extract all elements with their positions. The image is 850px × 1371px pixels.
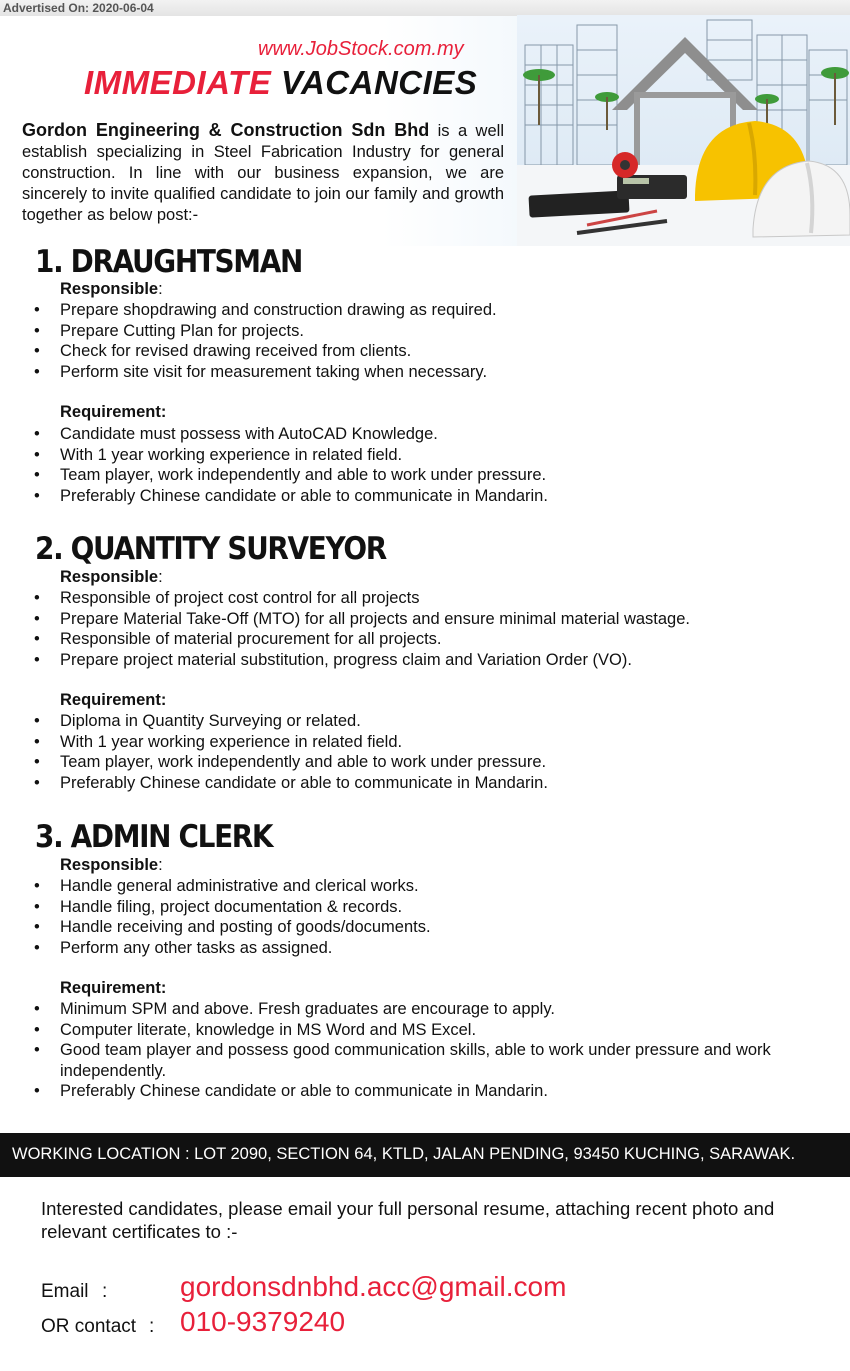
requirement-heading: Requirement: xyxy=(60,979,167,997)
list-item: • Check for revised drawing received from clients. xyxy=(0,341,820,362)
list-item: • Handle receiving and posting of goods/documents. xyxy=(0,917,820,938)
list-item: • Minimum SPM and above. Fresh graduates are encourage to apply. xyxy=(0,999,790,1020)
list-item: • Responsible of project cost control for all projects xyxy=(0,588,820,609)
responsible-list xyxy=(0,300,820,382)
list-item: • Preferably Chinese candidate or able to communicate in Mandarin. xyxy=(0,773,820,794)
website-link[interactable]: www.JobStock.com.my xyxy=(258,38,464,60)
list-item: • Diploma in Quantity Surveying or related. xyxy=(0,711,820,732)
phone-label-colon: : xyxy=(149,1316,155,1337)
list-item: • Good team player and possess good communication skills, able to work under pressure and work independently. xyxy=(0,1040,790,1081)
list-item: • Candidate must possess with AutoCAD Knowledge. xyxy=(0,424,820,445)
headline-immediate: IMMEDIATE xyxy=(84,64,272,101)
email-label: Email xyxy=(41,1281,89,1302)
list-item: • Preferably Chinese candidate or able to communicate in Mandarin. xyxy=(0,1081,790,1102)
job-title: 2. QUANTITY SURVEYOR xyxy=(35,531,386,567)
working-location-bar xyxy=(0,1133,850,1177)
list-item: • Preferably Chinese candidate or able to communicate in Mandarin. xyxy=(0,486,820,507)
list-item: • Computer literate, knowledge in MS Word and MS Excel. xyxy=(0,1020,790,1041)
email-label-colon: : xyxy=(102,1281,108,1302)
construction-illustration xyxy=(517,15,850,246)
headline xyxy=(84,64,477,102)
list-item: • Handle general administrative and clerical works. xyxy=(0,876,820,897)
job-title: 1. DRAUGHTSMAN xyxy=(35,244,302,280)
list-item: • Team player, work independently and able to work under pressure. xyxy=(0,752,820,773)
advertised-bar xyxy=(0,0,850,16)
responsible-list xyxy=(0,588,820,670)
construction-hero-image xyxy=(517,15,850,246)
phone-label: OR contact xyxy=(41,1316,137,1337)
intro-text: is a well establish specializing in Steel Fabrication Industry for general construction. In line with our business expansion, we are sincerely to invite qualified candidate to join our family and growth together as below post:- xyxy=(22,122,504,224)
company-intro xyxy=(22,120,504,226)
responsible-list xyxy=(0,876,820,958)
list-item: • Responsible of material procurement for all projects. xyxy=(0,629,820,650)
job-title: 3. ADMIN CLERK xyxy=(35,819,273,855)
responsible-heading: Responsible: xyxy=(60,856,163,874)
list-item: • With 1 year working experience in related field. xyxy=(0,732,820,753)
list-item: • Perform any other tasks as assigned. xyxy=(0,938,820,959)
list-item: • Team player, work independently and able to work under pressure. xyxy=(0,465,820,486)
list-item: • Prepare shopdrawing and construction drawing as required. xyxy=(0,300,820,321)
phone-number[interactable]: 010-9379240 xyxy=(180,1306,346,1337)
requirement-list xyxy=(0,711,820,793)
list-item: • Prepare project material substitution, progress claim and Variation Order (VO). xyxy=(0,650,820,671)
list-item: • Perform site visit for measurement taking when necessary. xyxy=(0,362,820,383)
company-name: Gordon Engineering & Construction Sdn Bhd xyxy=(22,120,430,140)
list-item: • Prepare Material Take-Off (MTO) for all projects and ensure minimal material wastage. xyxy=(0,609,820,630)
responsible-heading: Responsible: xyxy=(60,280,163,298)
apply-instructions: Interested candidates, please email your full personal resume, attaching recent photo and relevant certificates to :- xyxy=(41,1198,775,1242)
list-item: • Prepare Cutting Plan for projects. xyxy=(0,321,820,342)
requirement-heading: Requirement: xyxy=(60,403,167,421)
list-item: • Handle filing, project documentation & records. xyxy=(0,897,820,918)
list-item: • With 1 year working experience in related field. xyxy=(0,445,820,466)
headline-vacancies: VACANCIES xyxy=(280,64,478,101)
email-address[interactable]: gordonsdnbhd.acc@gmail.com xyxy=(180,1271,567,1302)
requirement-list xyxy=(0,999,790,1102)
requirement-heading: Requirement: xyxy=(60,691,167,709)
advertised-date: Advertised On: 2020-06-04 xyxy=(3,1,154,15)
working-location: WORKING LOCATION : LOT 2090, SECTION 64, KTLD, JALAN PENDING, 93450 KUCHING, SARAWAK. xyxy=(12,1145,796,1163)
requirement-list xyxy=(0,424,820,506)
responsible-heading: Responsible: xyxy=(60,568,163,586)
